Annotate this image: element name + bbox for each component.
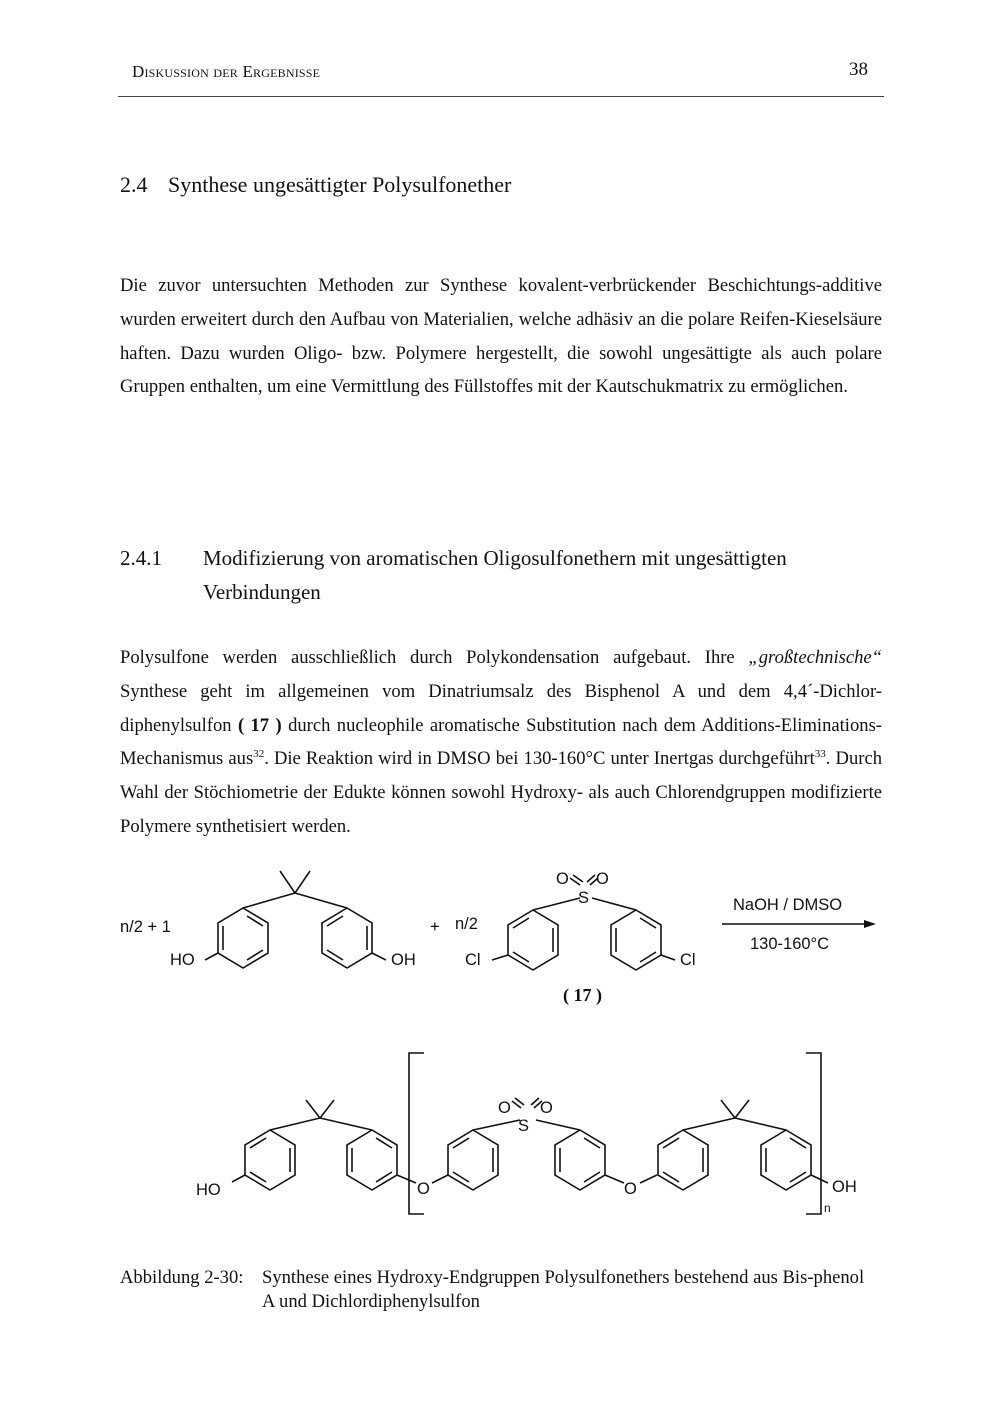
running-title: Diskussion der Ergebnisse (132, 62, 321, 81)
body-text-part: Polysulfone werden ausschließlich durch Polykondensation aufgebaut. Ihre (120, 647, 749, 668)
reactant1-coefficient: n/2 + 1 (120, 918, 171, 936)
intro-text: Die zuvor untersuchten Methoden zur Synthese kovalent-verbrückender Beschichtungs-additive wurden erweitert durch den Aufbau von Materialien, welche adhäsiv an die polare Reifen-Kieselsäure haften. Dazu wurden Oligo- bzw. Polymere hergestellt, die sowohl ungesättigte als auch polare Gruppen enthalten, um eine Vermittlung des Füllstoffes mit der Kautschukmatrix zu ermöglichen. (120, 275, 882, 398)
subsection-title: Modifizierung von aromatischen Oligosulfonethern mit ungesättigten Verbindungen (203, 546, 787, 604)
ether-oxygen-label: O (624, 1180, 637, 1198)
ether-oxygen-label: O (417, 1180, 430, 1198)
subsection-number: 2.4.1 (120, 546, 162, 570)
hydroxy-label: HO (170, 951, 195, 969)
chloro-label: Cl (465, 951, 481, 969)
body-text-part: durch nucleophile aromatische Substitution nach dem Additions-Eliminations-Mechanismus aus (120, 714, 882, 770)
caption-label: Abbildung 2-30: (120, 1267, 244, 1288)
oxygen-label: O (498, 1099, 511, 1117)
oxygen-label: O (596, 870, 609, 888)
body-text-part: . Durch Wahl der Stöchiometrie der Edukte können sowohl Hydroxy- als auch Chlorendgruppen modifizierte Polymere synthetisiert werden. (120, 748, 883, 837)
citation-ref: 32 (253, 748, 265, 761)
hydroxy-label: OH (391, 951, 416, 969)
oxygen-label: O (540, 1099, 553, 1117)
caption-text: Synthese eines Hydroxy-Endgruppen Polysulfonethers bestehend aus Bis-phenol A und Dichlordiphenylsulfon (262, 1267, 865, 1312)
plus-sign: + (430, 918, 440, 936)
page-number: 38 (849, 59, 868, 80)
oxygen-label: O (556, 870, 569, 888)
polysulfonether-structure (232, 1053, 828, 1214)
reagent-label: NaOH / DMSO (733, 896, 843, 914)
hydroxy-label: OH (832, 1178, 857, 1196)
repeat-unit-index: n (824, 1201, 831, 1215)
hydroxy-label: HO (196, 1181, 221, 1199)
sulfur-label: S (518, 1117, 530, 1135)
reactant2-coefficient: n/2 (455, 915, 478, 933)
section-title: Synthese ungesättigter Polysulfonether (168, 172, 512, 197)
body-italic-term: „großtechnische“ (748, 647, 882, 668)
compound-label: ( 17 ) (563, 985, 602, 1005)
compound-reference: ( 17 ) (237, 714, 282, 736)
sulfur-label: S (578, 889, 590, 907)
condition-label: 130-160°C (750, 935, 830, 953)
reaction-arrow (722, 920, 876, 928)
body-text-part: . Die Reaktion wird in DMSO bei 130-160°C unter Inertgas durchgeführt (264, 748, 815, 770)
section-number: 2.4 (120, 172, 148, 197)
chloro-label: Cl (680, 951, 696, 969)
body-text-part: Synthese geht im allgemeinen vom Dinatriumsalz des Bisphenol A und dem 4,4´-Dichlor-diphenylsulfon (120, 680, 882, 736)
citation-ref: 33 (814, 748, 826, 761)
bisphenol-a-structure (205, 871, 386, 968)
